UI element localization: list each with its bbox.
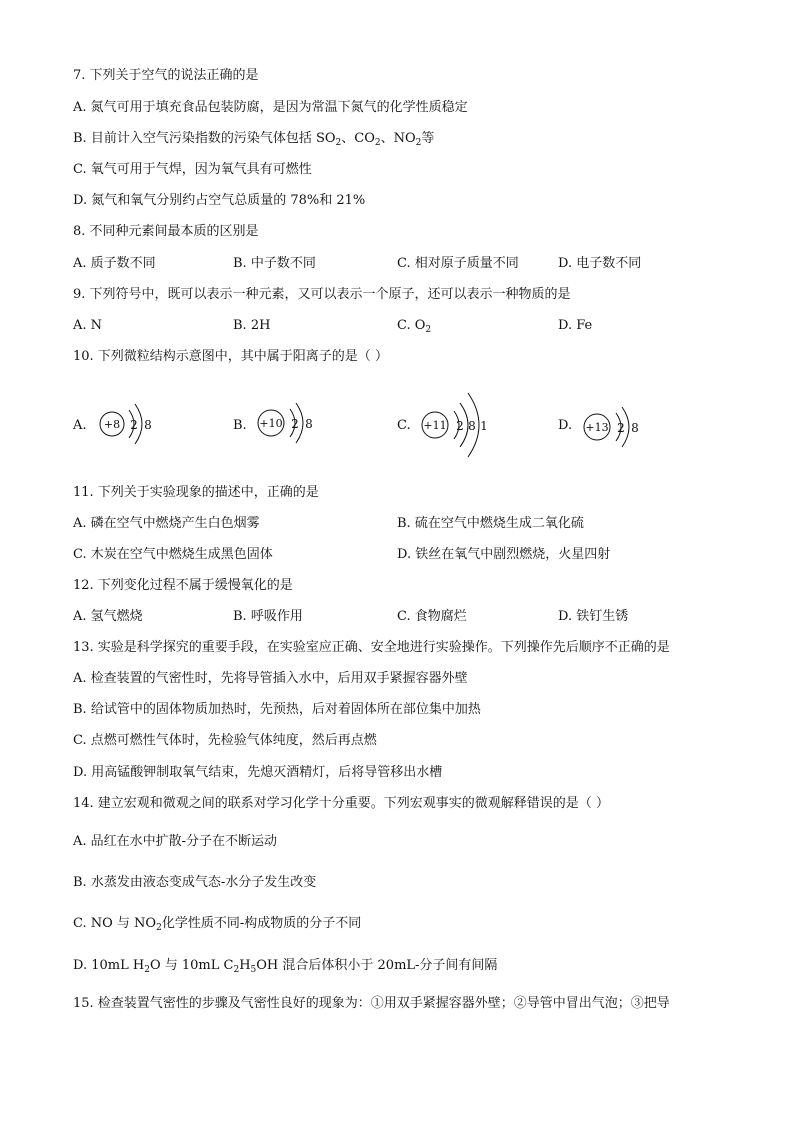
q7-option-d: D. 氮气和氧气分别约占空气总质量的 78%和 21% [73,193,366,208]
q8-option-c: C. 相对原子质量不同 [397,256,519,271]
q13-stem: 13. 实验是科学探究的重要手段，在实验室应正确、安全地进行实验操作。下列操作先后顺序不正确的是 [73,640,670,655]
q14-option-d: D. 10mL $H_2O$ 与 10mL $C_2H_5OH$ 混合后体积小于 20mL-分子间有间隔 [73,958,498,975]
shell-1-count: 2 [617,421,625,435]
q11-option-d: D. 铁丝在氧气中剧烈燃烧，火星四射 [397,547,611,562]
atom-diagram-b [252,392,327,462]
q12-option-a: A. 氢气燃烧 [73,609,143,624]
q7-option-c: C. 氧气可用于气焊，因为氧气具有可燃性 [73,162,312,177]
q14-option-a: A. 品红在水中扩散-分子在不断运动 [73,834,278,849]
q11-stem: 11. 下列关于实验现象的描述中，正确的是 [73,485,319,500]
shell-2-count: 8 [305,417,313,431]
q9-option-b: B. 2H [233,318,271,333]
atom-diagram-c [416,384,496,470]
nucleus-charge: +13 [585,421,609,434]
q7-option-b: B. 目前计入空气污染指数的污染气体包括 $SO_2$、$CO_2$、$NO_2$等 [73,131,435,148]
q9-stem: 9. 下列符号中，既可以表示一种元素，又可以表示一个原子，还可以表示一种物质的是 [73,287,571,302]
q13-option-b: B. 给试管中的固体物质加热时，先预热，后对着固体所在部位集中加热 [73,702,481,717]
q12-option-b: B. 呼吸作用 [233,609,303,624]
q7-stem: 7. 下列关于空气的说法正确的是 [73,68,259,83]
q9-option-a: A. N [73,318,103,333]
q13-option-d: D. 用高锰酸钾制取氧气结束，先熄灭酒精灯，后将导管移出水槽 [73,765,443,780]
q12-option-c: C. 食物腐烂 [397,609,467,624]
nucleus-charge: +10 [259,417,283,430]
q8-stem: 8. 不同种元素间最本质的区别是 [73,224,259,239]
shell-1-count: 2 [456,419,464,433]
q10-option-d-label: D. [558,418,573,433]
q10-option-a-label: A. [73,418,87,433]
q10-stem: 10. 下列微粒结构示意图中，其中属于阳离子的是（ ） [73,349,388,364]
q14-option-b: B. 水蒸发由液态变成气态-水分子发生改变 [73,875,317,890]
q12-option-d: D. 铁钉生锈 [558,609,629,624]
shell-3-count: 1 [480,419,488,433]
q14-stem: 14. 建立宏观和微观之间的联系对学习化学十分重要。下列宏观事实的微观解释错误的是（ ） [73,796,609,811]
q8-option-d: D. 电子数不同 [558,256,642,271]
q13-option-c: C. 点燃可燃性气体时，先检验气体纯度，然后再点燃 [73,733,377,748]
shell-1-count: 2 [291,417,299,431]
q14-option-c: C. NO 与 $NO_2$化学性质不同-构成物质的分子不同 [73,916,362,933]
q8-option-a: A. 质子数不同 [73,256,156,271]
atom-diagram-d [578,394,653,464]
q9-option-d: D. Fe [558,318,593,333]
shell-2-count: 8 [144,418,152,432]
q11-option-c: C. 木炭在空气中燃烧生成黑色固体 [73,547,273,562]
shell-1-count: 2 [130,418,138,432]
q15-stem: 15. 检查装置气密性的步骤及气密性良好的现象为：①用双手紧握容器外壁；②导管中冒出气泡；③把导 [73,996,670,1011]
q8-option-b: B. 中子数不同 [233,256,316,271]
atom-diagram-a [95,392,165,462]
q13-option-a: A. 检查装置的气密性时，先将导管插入水中，后用双手紧握容器外壁 [73,671,468,686]
shell-2-count: 8 [468,419,476,433]
shell-2-count: 8 [631,421,639,435]
nucleus-charge: +8 [103,418,121,431]
q10-option-b-label: B. [233,418,247,433]
q11-option-b: B. 硫在空气中燃烧生成二氧化硫 [397,516,584,531]
q11-option-a: A. 磷在空气中燃烧产生白色烟雾 [73,516,260,531]
q7-option-a: A. 氮气可用于填充食品包装防腐，是因为常温下氮气的化学性质稳定 [73,100,468,115]
nucleus-charge: +11 [423,419,447,432]
q9-option-c: C. $O_2$ [397,318,432,335]
q10-option-c-label: C. [397,418,411,433]
q12-stem: 12. 下列变化过程不属于缓慢氧化的是 [73,578,293,593]
